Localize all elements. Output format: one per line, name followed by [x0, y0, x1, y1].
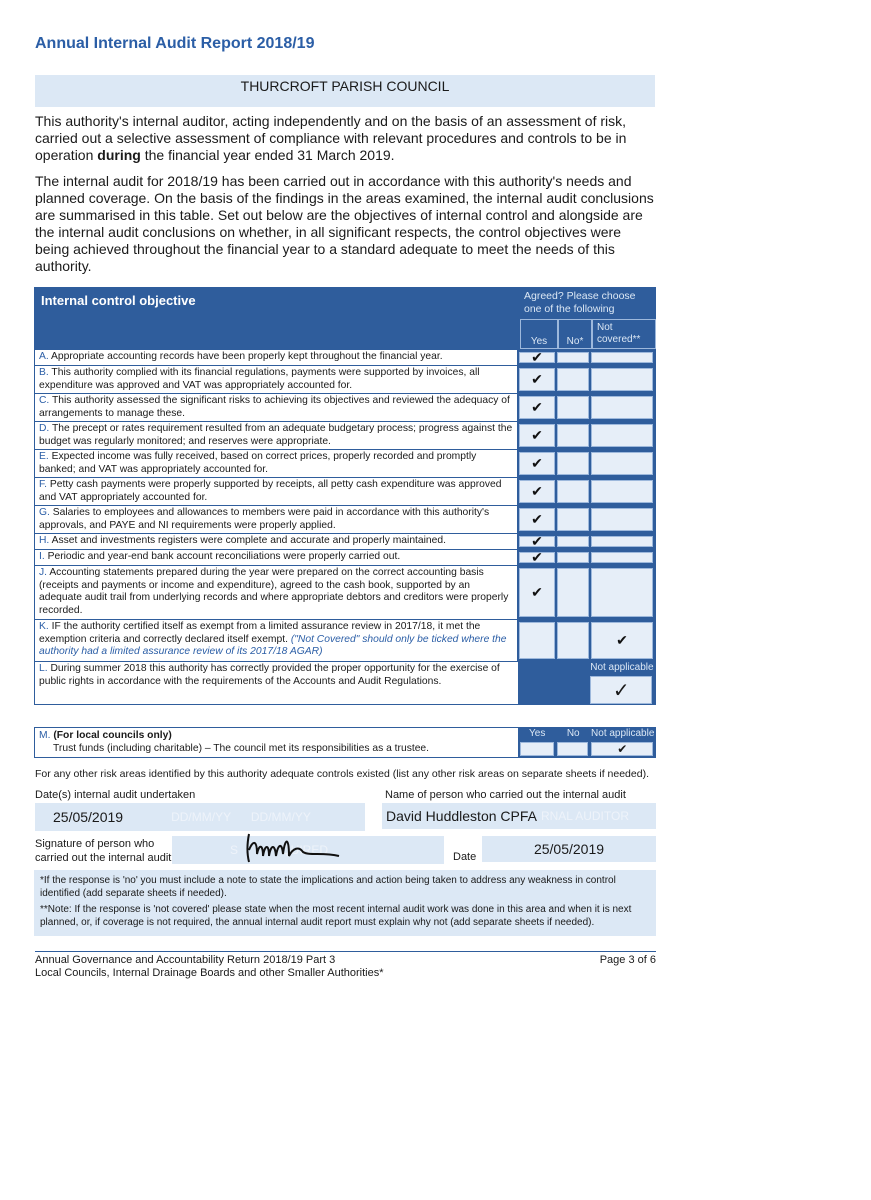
- row-text: [35, 450, 517, 477]
- not-covered-checkbox[interactable]: [591, 508, 653, 531]
- row-m-yes-label: Yes: [529, 728, 546, 739]
- date-label: Date: [453, 851, 477, 863]
- table-row: [35, 393, 655, 421]
- page-footer: [35, 951, 656, 979]
- no-checkbox[interactable]: [557, 452, 589, 475]
- intro-1-text: This authority's internal auditor, acting independently and on the basis of an assessment of risk, carried out a selective assessment of compliance with relevant procedures and controls to be in operation: [35, 113, 627, 163]
- table-row: [35, 619, 655, 661]
- yes-checkbox[interactable]: ✔: [519, 352, 555, 363]
- row-desc: Accounting statements prepared during the year were prepared on the correct accounting basis (receipts and payments or income and expenditure), agreed to the cash book, supported by an adequate audit trail from underlying records and where appropriate debtors and creditors were properly recorded.: [39, 567, 509, 616]
- row-m-na-label: Not applicable: [591, 728, 655, 739]
- row-text: [35, 394, 517, 421]
- page-number: Page 3 of 6: [599, 954, 656, 966]
- row-letter: C.: [39, 395, 50, 406]
- signature-label-line-2: carried out the internal audit: [35, 852, 172, 864]
- table-row: [35, 421, 655, 449]
- row-text: [35, 350, 517, 365]
- row-text: [35, 478, 517, 505]
- row-l-text: [35, 662, 518, 704]
- row-letter: B.: [39, 367, 49, 378]
- name-value: David Huddleston CPFA: [386, 808, 537, 824]
- row-m-na-checkbox[interactable]: ✔: [591, 742, 653, 756]
- row-letter: E.: [39, 451, 49, 462]
- not-covered-checkbox[interactable]: ✔: [591, 622, 653, 659]
- row-l-na-checkbox[interactable]: ✓: [590, 676, 652, 704]
- no-checkbox[interactable]: [557, 424, 589, 447]
- table-rows: [35, 349, 655, 661]
- no-checkbox[interactable]: [557, 480, 589, 503]
- signature-placeholder: S QUIRED: [230, 843, 329, 857]
- yes-checkbox[interactable]: ✔: [519, 568, 555, 617]
- dates-value: 25/05/2019: [53, 809, 124, 825]
- date-field[interactable]: 25/05/2019: [482, 836, 656, 862]
- row-letter: K.: [39, 621, 49, 632]
- no-checkbox[interactable]: [557, 352, 589, 363]
- row-text: [35, 566, 517, 619]
- row-desc: Petty cash payments were properly supported by receipts, all petty cash expenditure was approved and VAT appropriately accounted for.: [39, 479, 502, 503]
- table-row: [35, 349, 655, 365]
- yes-checkbox[interactable]: ✔: [519, 552, 555, 563]
- no-checkbox[interactable]: [557, 368, 589, 391]
- row-text: [35, 506, 517, 533]
- table-row: [35, 505, 655, 533]
- row-l-letter: L.: [39, 663, 48, 674]
- row-checkboxes: [517, 620, 655, 661]
- row-checkboxes: [517, 566, 655, 619]
- row-m-title: (For local councils only): [53, 730, 172, 741]
- row-desc: Salaries to employees and allowances to members were paid in accordance with this authority's approvals, and PAYE and NI requirements were properly applied.: [39, 507, 490, 531]
- col-yes: Yes: [520, 319, 558, 349]
- note-1: *If the response is 'no' you must include a note to state the implications and action being taken to address any weakness in control identified (add separate sheets if needed).: [40, 875, 616, 899]
- row-l-desc: During summer 2018 this authority has correctly provided the proper opportunity for the exercise of public rights in accordance with the requirements of the Accounts and Audit Regulations.: [39, 663, 500, 687]
- dates-label: Date(s) internal audit undertaken: [35, 789, 196, 801]
- col-no: No*: [558, 319, 592, 349]
- row-m-text: [35, 728, 518, 757]
- yes-checkbox[interactable]: ✔: [519, 368, 555, 391]
- row-desc: Expected income was fully received, based on correct prices, properly recorded and promptly banked; and VAT was appropriately accounted for.: [39, 451, 477, 475]
- not-covered-checkbox[interactable]: [591, 424, 653, 447]
- row-letter: H.: [39, 535, 50, 546]
- row-text: [35, 422, 517, 449]
- note-2: **Note: If the response is 'not covered' please state when the most recent internal audit work was done in this area and when it is next planned, or, if coverage is not required, the annual internal audit report must explain why not (add separate sheets if needed).: [40, 904, 632, 928]
- yes-checkbox[interactable]: ✔: [519, 508, 555, 531]
- dates-placeholder: DD/MM/YY DD/MM/YY: [171, 810, 311, 824]
- row-desc: Periodic and year-end bank account reconciliations were properly carried out.: [47, 551, 401, 562]
- header-objective: Internal control objective: [41, 293, 196, 308]
- not-covered-checkbox[interactable]: [591, 396, 653, 419]
- handwritten-signature: [243, 830, 343, 866]
- table-row: [35, 549, 655, 565]
- col-not-covered: Not covered**: [592, 319, 656, 349]
- row-desc: Asset and investments registers were complete and accurate and properly maintained.: [51, 535, 446, 546]
- table-header: [35, 288, 655, 349]
- yes-checkbox[interactable]: ✔: [519, 480, 555, 503]
- name-field[interactable]: [382, 803, 656, 829]
- no-checkbox[interactable]: [557, 622, 589, 659]
- no-checkbox[interactable]: [557, 508, 589, 531]
- footer-line-2: Local Councils, Internal Drainage Boards and other Smaller Authorities*: [35, 966, 384, 979]
- row-text: [35, 550, 517, 565]
- not-covered-checkbox[interactable]: [591, 452, 653, 475]
- intro-1-bold: during: [97, 147, 141, 163]
- dates-field[interactable]: [35, 803, 365, 831]
- row-m-desc: Trust funds (including charitable) – The council met its responsibilities as a trustee.: [53, 742, 430, 754]
- name-label: Name of person who carried out the internal audit: [385, 789, 626, 801]
- row-checkboxes: [517, 478, 655, 505]
- row-checkboxes: [517, 450, 655, 477]
- not-covered-checkbox[interactable]: [591, 480, 653, 503]
- table-row: [35, 477, 655, 505]
- table-row-l: [35, 661, 655, 704]
- intro-paragraph-2: The internal audit for 2018/19 has been carried out in accordance with this authority's needs and planned coverage. On the basis of the findings in the areas examined, the internal audit conclusions are summarised in this table. Set out below are the objectives of internal control and alongside are the internal audit conclusions on whether, in all significant respects, the control objectives were being achieved throughout the financial year to a standard adequate to meet the needs of this authority.: [35, 173, 654, 274]
- row-checkboxes: [517, 394, 655, 421]
- table-row: [35, 533, 655, 549]
- row-checkboxes: [517, 422, 655, 449]
- row-letter: A.: [39, 351, 49, 362]
- not-covered-checkbox[interactable]: [591, 352, 653, 363]
- yes-checkbox[interactable]: [519, 622, 555, 659]
- row-checkboxes: [517, 366, 655, 393]
- row-letter: J.: [39, 567, 48, 578]
- council-name-field: THURCROFT PARISH COUNCIL: [35, 75, 655, 107]
- row-desc: This authority assessed the significant risks to achieving its objectives and reviewed the adequacy of arrangements to manage these.: [39, 395, 510, 419]
- yes-checkbox[interactable]: ✔: [519, 396, 555, 419]
- no-checkbox[interactable]: [557, 396, 589, 419]
- no-checkbox[interactable]: [557, 552, 589, 563]
- not-covered-checkbox[interactable]: [591, 536, 653, 547]
- row-text: [35, 620, 517, 661]
- intro-paragraph-1: [35, 113, 655, 164]
- signature-label: [35, 837, 171, 865]
- row-desc: IF the authority certified itself as exempt from a limited assurance review in 2017/18, it met the exemption criteria and correctly declared itself exempt.: [39, 621, 481, 645]
- not-covered-checkbox[interactable]: [591, 568, 653, 617]
- yes-checkbox[interactable]: ✔: [519, 452, 555, 475]
- row-letter: F.: [39, 479, 48, 490]
- row-checkboxes: [517, 550, 655, 565]
- row-l-na-label: Not applicable: [590, 662, 654, 673]
- row-l-cells: [518, 662, 655, 704]
- row-m-yes-checkbox[interactable]: [520, 742, 554, 756]
- row-letter: G.: [39, 507, 50, 518]
- yes-checkbox[interactable]: ✔: [519, 536, 555, 547]
- footer-line-1: Annual Governance and Accountability Return 2018/19 Part 3: [35, 954, 336, 966]
- row-text: [35, 534, 517, 549]
- header-agreed: Agreed? Please choose one of the following: [524, 290, 636, 315]
- row-checkboxes: [517, 350, 655, 365]
- table-row-m: [34, 727, 656, 758]
- row-m-letter: M.: [39, 730, 51, 741]
- other-risks-text: For any other risk areas identified by this authority adequate controls existed (list any other risk areas on separate sheets if needed).: [35, 768, 649, 780]
- row-text: [35, 366, 517, 393]
- signature-label-line-1: Signature of person who: [35, 838, 155, 850]
- not-covered-checkbox[interactable]: [591, 552, 653, 563]
- row-desc: The precept or rates requirement resulted from an adequate budgetary process; progress against the budget was regularly monitored; and reserves were appropriate.: [39, 423, 513, 447]
- table-row: [35, 449, 655, 477]
- no-checkbox[interactable]: [557, 568, 589, 617]
- row-letter: I.: [39, 551, 45, 562]
- table-row: [35, 365, 655, 393]
- row-desc: Appropriate accounting records have been properly kept throughout the financial year.: [51, 351, 443, 362]
- row-checkboxes: [517, 534, 655, 549]
- intro-1-end: the financial year ended 31 March 2019.: [140, 147, 395, 163]
- control-objectives-table: [34, 287, 656, 705]
- row-m-cells: [518, 728, 655, 757]
- row-desc: This authority complied with its financial regulations, payments were supported by invoices, all expenditure was approved and VAT was appropriately accounted for.: [39, 367, 480, 391]
- row-m-no-label: No: [566, 728, 580, 739]
- not-covered-checkbox[interactable]: [591, 368, 653, 391]
- row-checkboxes: [517, 506, 655, 533]
- row-m-no-checkbox[interactable]: [557, 742, 588, 756]
- report-title: Annual Internal Audit Report 2018/19: [35, 35, 315, 52]
- table-row: [35, 565, 655, 619]
- notes-box: [34, 870, 656, 936]
- name-placeholder: RNAL AUDITOR: [540, 809, 629, 823]
- row-letter: D.: [39, 423, 50, 434]
- yes-checkbox[interactable]: ✔: [519, 424, 555, 447]
- row-note: ("Not Covered" should only be ticked where the authority had a limited assurance review of its 2017/18 AGAR): [39, 633, 507, 657]
- no-checkbox[interactable]: [557, 536, 589, 547]
